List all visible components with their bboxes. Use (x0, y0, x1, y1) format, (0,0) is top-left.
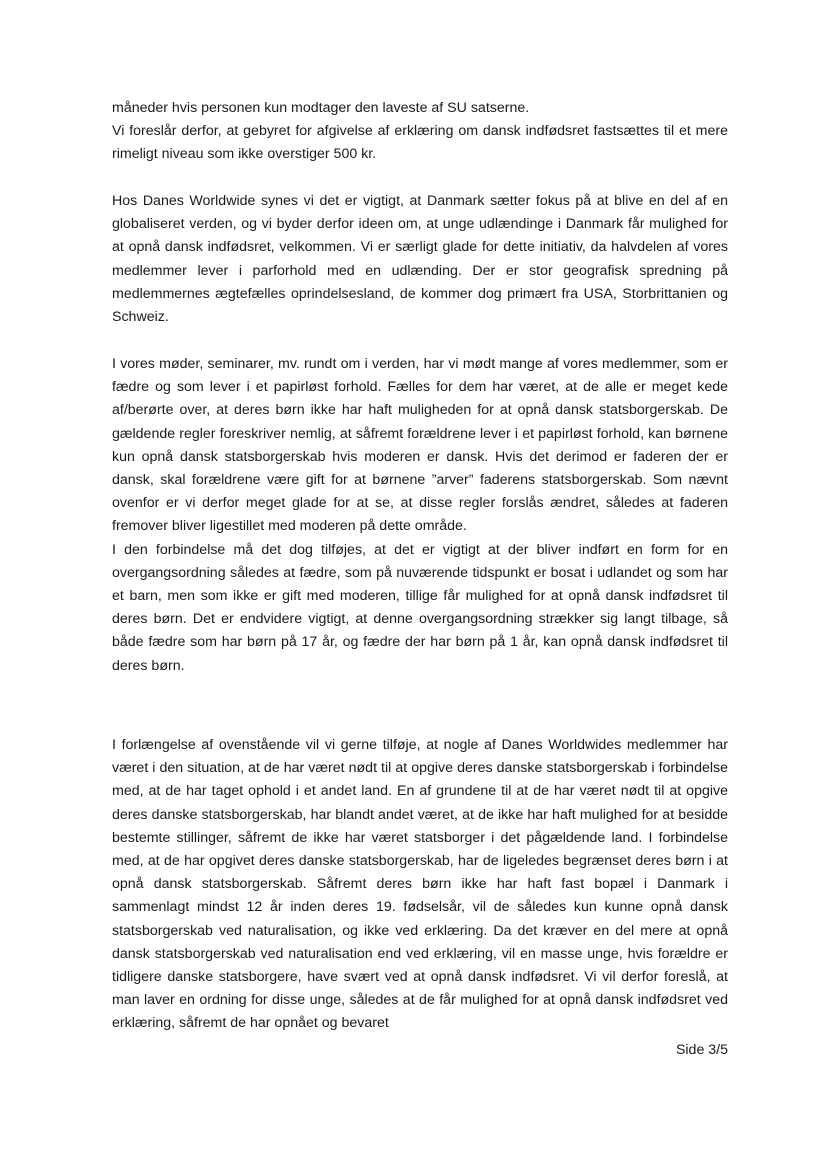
paragraph-fathers-citizenship (112, 353, 728, 678)
paragraph-text: I vores møder, seminarer, mv. rundt om i verden, har vi mødt mange af vores medlemmer, som er fædre og som lever i et papirløst forhold. Fælles for dem har været, at de alle er meget kede af/berørte over, at deres børn ikke har haft muligheden for at opnå dansk statsborgerskab. De gældende regler foreskriver nemlig, at såfremt forældrene lever i et papirløst forhold, kan børnene kun opnå dansk statsborgerskab hvis moderen er dansk. Hvis det derimod er faderen der er dansk, skal forældrene være gift for at børnene ”arver” faderens statsborgerskab. Som nævnt ovenfor er vi derfor meget glade for at se, at disse regler forslås ændret, således at faderen fremover bliver ligestillet med moderen på dette område. (112, 356, 728, 535)
page-number: Side 3/5 (675, 1042, 728, 1058)
paragraph-fee-proposal (112, 97, 728, 167)
paragraph-text: Hos Danes Worldwide synes vi det er vigtigt, at Danmark sætter fokus på at blive en del af en globaliseret verden, og vi byder derfor ideen om, at unge udlændinge i Danmark får mulighed for at opnå dansk indfødsret, velkommen. Vi er særligt glade for dette initiativ, da halvdelen af vores medlemmer lever i parforhold med en udlænding. Der er stor geografisk spredning på medlemmernes ægtefælles oprindelsesland, de kommer dog primært fra USA, Storbrittanien og Schweiz. (112, 193, 728, 326)
paragraph-text: I forlængelse af ovenstående vil vi gerne tilføje, at nogle af Danes Worldwides medlemmer har været i den situation, at de har været nødt til at opgive deres danske statsborgerskab i forbindelse med, at de har taget ophold i et andet land. En af grundene til at de har været nødt til at opgive deres danske statsborgerskab, har blandt andet været, at de ikke har haft mulighed for at besidde bestemte stillinger, såfremt de ikke har været statsborger i det pågældende land. I forbindelse med, at de har opgivet deres danske statsborgerskab, har de ligeledes begrænset deres børn i at opnå dansk statsborgerskab. Såfremt deres børn ikke har haft fast bopæl i Danmark i sammenlagt mindst 12 år inden deres 19. fødselsår, vil de således kun kunne opnå dansk statsborgerskab ved naturalisation, og ikke ved erklæring. Da det kræver en del mere at opnå dansk statsborgerskab ved naturalisation end ved erklæring, vil en masse unge, hvis forældre er tidligere danske statsborgere, have svært ved at opnå dansk indfødsret. Vi vil derfor foreslå, at man laver en ordning for disse unge, således at de får mulighed for at opnå dansk indfødsret ved erklæring, såfremt de har opnået og bevaret (112, 737, 728, 1032)
paragraph-text: måneder hvis personen kun modtager den laveste af SU satserne. (112, 100, 530, 116)
paragraph-former-citizens (112, 734, 728, 1036)
paragraph-text: I den forbindelse må det dog tilføjes, at det er vigtigt at der bliver indført en form for en overgangsordning således at fædre, som på nuværende tidspunkt er bosat i udlandet og som har et barn, men som ikke er gift med moderen, tillige får mulighed for at opnå dansk indfødsret til deres børn. Det er endvidere vigtigt, at denne overgangsordning strækker sig langt tilbage, så både fædre som har børn på 17 år, og fædre der har børn på 1 år, kan opnå dansk indfødsret til deres børn. (112, 541, 728, 674)
paragraph-danes-worldwide-support (112, 190, 728, 329)
paragraph-text: Vi foreslår derfor, at gebyret for afgivelse af erklæring om dansk indfødsret fastsættes til et mere rimeligt niveau som ikke overstiger 500 kr. (112, 123, 728, 163)
